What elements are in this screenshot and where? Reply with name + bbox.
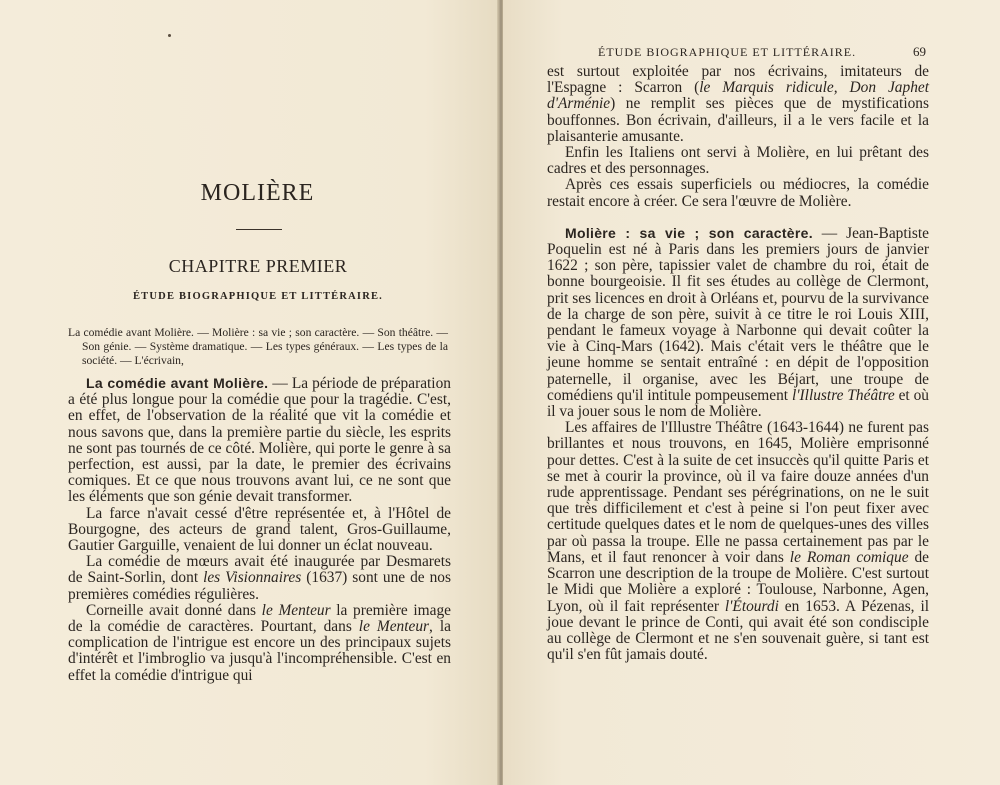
work-title: le Marquis ridicule, Don Japhet d'Arménie (547, 79, 929, 113)
paragraph-text: (1637) sont une de nos premières comédies régulières. (68, 569, 451, 603)
left-body-text (68, 375, 451, 684)
paragraph-text: Les affaires de l'Illustre Théâtre (1643-1644) ne furent pas brillantes et nous trouvons, en 1645, Molière emprisonné pour dettes. C'est à la suite de cet insuccès qu'il quitte Paris et se met à courir la province, où il va faire douze années d'un rude apprentissage. Pendant ses pérégrinations, on ne le suit que très difficilement et c'est à peine si l'on peut fixer avec certitude quelques dates et le nom de quelques-unes des villes par où passa la troupe. Elle ne passa certainement pas par le Mans, et il faut renoncer à voir dans (547, 419, 929, 566)
paragraph: La farce n'avait cessé d'être représentée et, à l'Hôtel de Bourgogne, des acteurs de grand talent, Gros-Guillaume, Gautier Garguille, venaient de lui donner un éclat nouveau. (68, 504, 451, 555)
page-number: 69 (913, 44, 926, 59)
paragraph (68, 603, 451, 684)
work-title: le Roman comique (789, 548, 909, 566)
paragraph-text: la première image de la comédie de caractères. Pourtant, dans (68, 601, 451, 636)
paragraph-text: est surtout exploitée par nos écrivains, imitateurs de l'Espagne : Scarron ( (547, 63, 929, 97)
section-heading: Molière : sa vie ; son caractère. (565, 224, 813, 241)
paragraph (68, 554, 451, 603)
paragraph-text: et où il va jouer sous le nom de Molière. (547, 386, 930, 421)
paragraph (547, 225, 929, 420)
chapter-subtitle: ÉTUDE BIOGRAPHIQUE ET LITTÉRAIRE. (132, 291, 384, 302)
paragraph-text: La comédie de mœurs avait été inaugurée par Desmarets de Saint-Sorlin, dont (68, 553, 451, 587)
work-title: l'Étourdi (724, 597, 779, 615)
paragraph-text: , la complication de l'intrigue est encore un des principaux sujets d'intérêt et l'imbroglio va jusqu'à l'incompréhensible. C'est en effet la comédie d'intrigue qui (68, 618, 451, 684)
page-title: MOLIÈRE (200, 180, 315, 206)
right-body-text (547, 64, 929, 663)
paragraph: Enfin les Italiens ont servi à Molière, en lui prêtant des cadres et des personnages. (547, 144, 929, 178)
paragraph-text: ) ne remplit ses pièces que de mystifications bouffonnes. Bon écrivain, d'ailleurs, il a le vers facile et la plaisanterie amusante. (547, 95, 929, 145)
work-title: le Menteur (358, 618, 430, 636)
paragraph (547, 420, 929, 663)
chapter-heading: CHAPITRE PREMIER (168, 256, 348, 276)
paragraph-text: de Scarron une description de la troupe de Molière. C'est surtout le Midi que Molière a exploré : Toulouse, Narbonne, Agen, Lyon, où il fait représenter (547, 548, 929, 615)
work-title: l'Illustre Théâtre (791, 386, 895, 404)
paragraph-text: en 1653. A Pézenas, il joue devant le prince de Conti, qui avait été son condisciple au collège de Clermont et ne s'en souvenait guère, si tant est qu'il s'en fût jamais douté. (547, 597, 929, 664)
section-heading: La comédie avant Molière. (86, 375, 269, 391)
work-title: le Menteur (261, 601, 331, 619)
title-rule (236, 229, 282, 230)
paragraph (68, 375, 451, 506)
paragraph: Après ces essais superficiels ou médiocres, la comédie restait encore à créer. Ce sera l'œuvre de Molière. (547, 176, 929, 210)
paragraph-text: Corneille avait donné dans (86, 601, 262, 619)
paragraph-text: — Jean-Baptiste Poquelin est né à Paris dans les premiers jours de janvier 1622 ; son père, tapissier valet de chambre du roi, était de bonne bourgeoisie. Il fit ses études au collège de Clermont, prit ses licences en droit à Orléans et, pourvu de la survivance de la charge de son père, suivit à ce titre le roi Louis XIII, pendant le fameux voyage à Narbonne qui devait coûter la vie à Cinq-Mars (1642). Mais c'était vers le théâtre que le jeune homme se sentait entraîné : en dépit de l'opposition paternelle, il organise, avec les Béjart, une troupe de comédiens qu'il intitule pompeusement (547, 224, 930, 404)
work-title: les Visionnaires (203, 569, 302, 587)
paragraph-text: — La période de préparation a été plus longue pour la comédie que pour la tragédie. C'est, en effet, de l'observation de la réalité que vit la comédie et nous savons que, dans la première partie du siècle, les esprits ne sont pas tournés de ce côté. Molière, qui porte le genre à sa perfection, est aussi, par la date, le premier des écrivains comiques. Et ce que nous trouvons avant lui, ce ne sont que les éléments que son génie devait transformer. (68, 375, 451, 506)
ink-speck (168, 34, 171, 37)
running-head: ÉTUDE BIOGRAPHIQUE ET LITTÉRAIRE. (598, 45, 857, 59)
chapter-summary: La comédie avant Molière. — Molière : sa vie ; son caractère. — Son théâtre. — Son génie. — Système dramatique. — Les types généraux. — Les types de la société. — L'écrivain, (68, 326, 448, 367)
paragraph (547, 64, 929, 145)
